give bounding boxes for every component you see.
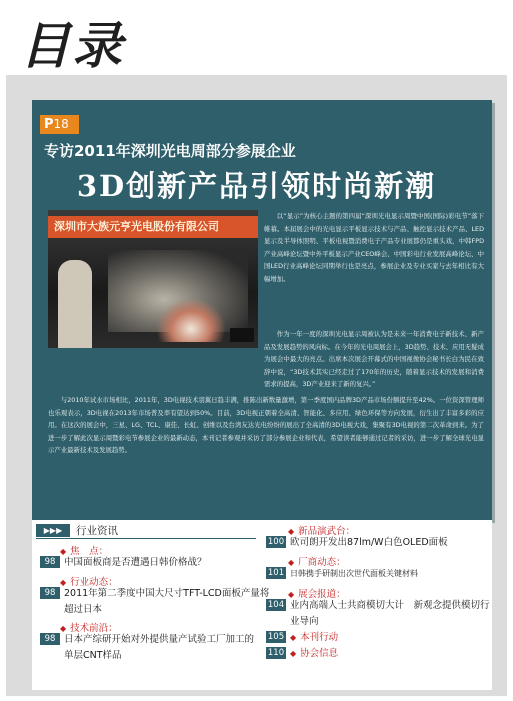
toc-entry-text-cont: 单层CNT样品 (64, 650, 122, 661)
toc-entry[interactable] (266, 598, 490, 630)
category-focus: ◆ 焦 点： (60, 546, 109, 557)
article-col-full (48, 328, 484, 391)
page-number: 18 (53, 117, 69, 131)
category-tech-frontier: ◆ 技术前沿： (60, 623, 118, 634)
toc-entry-journal-action[interactable] (266, 630, 338, 646)
article-col-right (264, 210, 484, 286)
category-vendor-news: ◆ 厂商动态： (288, 557, 346, 568)
toc-page-number: 101 (267, 568, 285, 578)
article-para-1: 以“显示”为核心主题的第四届“深圳光电显示周暨中国(国际)彩电节”落下帷幕。本届展会中的光电显示平板显示技术与产品、触控显示技术产品、LED显示及半导体照明、平板电视暨消费电子产品专业展都仍是重头戏，中韩FPD产业高峰论坛暨中外平板显示产业CEO峰会、中国彩电行业发展高峰论坛、中国LED行业高峰论坛同期举行也是亮点，参展企业及专业买家与去年相比有大幅增加。 (264, 212, 484, 283)
diamond-icon: ◆ (60, 578, 67, 587)
toc-entry-text-cont: 业导向 (290, 616, 319, 627)
article-col-full-2 (48, 394, 484, 457)
toc-entry-text: 欧司朗开发出87lm/W白色OLED面板 (290, 537, 448, 548)
diamond-icon: ◆ (60, 624, 67, 633)
toc-entry[interactable] (40, 555, 207, 571)
toc-entry[interactable] (40, 586, 269, 618)
toc-entry-text: 业内高端人士共商模切大计 新观念提供模切行 (290, 600, 490, 611)
toc-page-number: 110 (267, 648, 285, 658)
section-label: 行业资讯 (76, 525, 118, 537)
feature-subtitle: 专访2011年深圳光电周部分参展企业 (44, 142, 296, 160)
diamond-icon: ◆ (288, 527, 295, 536)
toc-page-number: 104 (267, 600, 285, 610)
toc-page-number: 100 (267, 537, 285, 547)
toc-page-number: 98 (40, 633, 60, 645)
category-industry-news: ◆ 行业动态： (60, 577, 118, 588)
toc-entry-text: 日本产综研开始对外提供量产试验工厂加工的 (64, 634, 255, 645)
toc-page-number: 98 (40, 556, 60, 568)
article-para-3: 与2010年试水市场相比，2011年，3D电视技术羽翼日趋丰满，推陈出新数量激增，第一季度国内品牌3D产品市场份额提升至42%。一位资深管理师也乐观表示，3D电视在2013年市场普及率有望达到50%。目前，3D电视正朝着全高清、智能化、多应用、绿色环保等方向发展，衍生出了丰富多彩的应用。在这次的展会中，三星、LG、TCL、康佳、长虹、创维以及台湾友达光电纷纷的展出了全高清的3D电视大戏，集聚有3D电视的第二次革命到来。为了进一步了解此次显示周暨彩电节参展企业的最新动态，本刊记者参观并采访了部分参展企业和代表，希望读者能够通过记者的采访，进一步了解全球光电显示产业最新技术及发展趋势。 (48, 396, 484, 455)
diamond-icon: ◆ (290, 649, 297, 658)
category-expo-report: ◆ 展会报道： (288, 589, 346, 600)
diamond-icon: ◆ (290, 633, 297, 642)
toc-entry-text: 协会信息 (300, 648, 339, 659)
feature-page-tag[interactable] (40, 115, 79, 134)
section-arrows-icon: ▶▶▶ (36, 524, 70, 537)
diamond-icon: ◆ (60, 547, 67, 556)
toc-entry-association-info[interactable] (266, 646, 338, 662)
diamond-icon: ◆ (288, 590, 295, 599)
page-title: 目录 (20, 17, 124, 75)
toc-entry-text: 日韩携手研制出次世代面板关键材料 (290, 569, 418, 578)
toc-entry[interactable] (40, 632, 254, 664)
toc-entry[interactable] (266, 566, 418, 582)
toc-page-number: 98 (40, 587, 60, 599)
feature-title[interactable]: 3D创新产品引领时尚新潮 (76, 169, 437, 203)
diamond-icon: ◆ (288, 558, 295, 567)
toc-page-number: 105 (267, 632, 285, 642)
toc-entry-text-cont: 超过日本 (64, 604, 103, 615)
toc-entry[interactable] (266, 535, 448, 551)
article-para-2: 作为一年一度的深圳光电显示周被认为是未来一年消费电子新技术、新产品及发展趋势的风向标。在今年的光电周展会上，3D趋势、技术、应用无疑成为展会中最大的亮点。出席本次展会开幕式的中国视像协会秘书长白为民在致辞中说，“3D技术其实已经走过了170年的历史，随着显示技术的发展和消费需求的提高，3D产业迎来了新的复兴。” (264, 330, 484, 389)
toc-entry-text: 2011年第二季度中国大尺寸TFT-LCD面板产量将 (64, 588, 270, 599)
photo-banner: 深圳市大族元亨光电股份有限公司 (48, 216, 258, 238)
toc-entry-text: 中国面板商是否遭遇日韩价格战？ (64, 557, 207, 568)
page-prefix: P (44, 117, 54, 132)
category-new-products: ◆ 新品演武台： (288, 526, 356, 537)
toc-entry-text: 本刊行动 (300, 632, 339, 643)
section-header (36, 524, 256, 539)
